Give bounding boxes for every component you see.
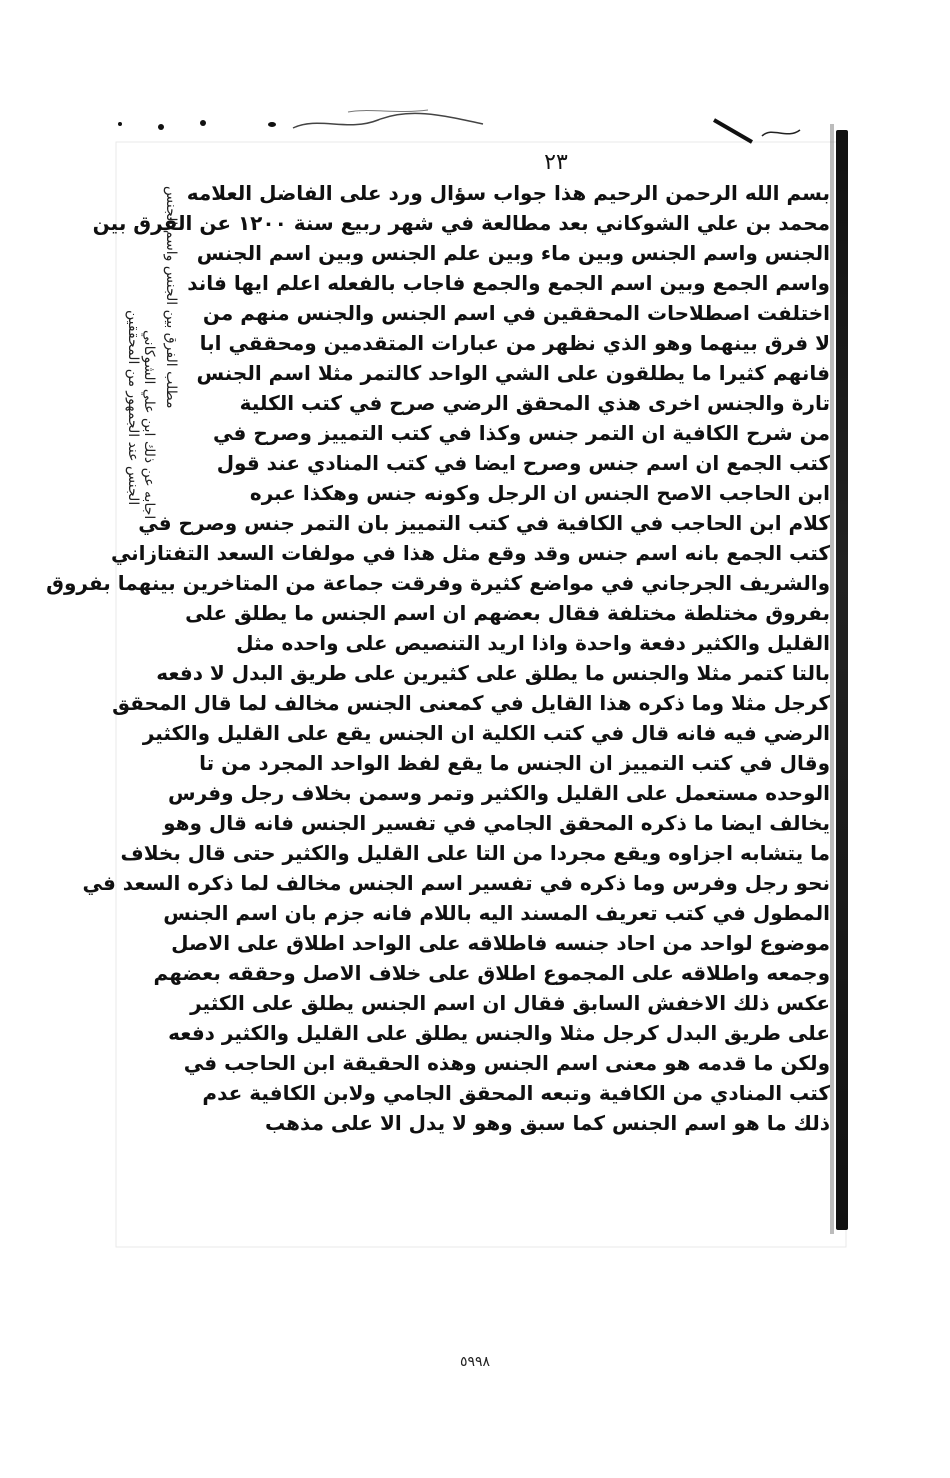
manuscript-line: لا فرق بينهما وهو الذي نظهر من عبارات المتقدمين ومحققي ابا — [199, 331, 830, 355]
manuscript-line: فانهم كثيرا ما يطلقون على الشي الواحد كالتمر مثلا اسم الجنس — [196, 361, 830, 385]
manuscript-line: الرضي فيه فانه قال في كتب الكلية ان الجنس يقع على القليل والكثير — [142, 721, 830, 745]
manuscript-line: القليل والكثير دفعة واحدة واذا اريد التنصيص على واحده مثل — [236, 631, 830, 655]
manuscript-body — [46, 178, 830, 1228]
manuscript-line: المطول في كتب تعريف المسند اليه باللام فانه جزم بان اسم الجنس — [163, 901, 830, 925]
manuscript-line: كتب المنادي من الكافية وتبعه المحقق الجامي ولابن الكافية عدم — [202, 1081, 830, 1105]
manuscript-line: الوحده مستعمل على القليل والكثير وتمر وسمن بخلاف رجل وفرس — [168, 781, 830, 805]
manuscript-line: والشريف الجرجاني في مواضع كثيرة وفرقت جماعة من المتاخرين بينهما بفروق — [46, 571, 830, 595]
manuscript-line: الجنس واسم الجنس وبين ماء وبين علم الجنس وبين اسم الجنس — [196, 241, 830, 265]
manuscript-line: ولكن ما قدمه هو معنى اسم الجنس وهذه الحقيقة ابن الحاجب في — [183, 1051, 830, 1075]
manuscript-line: بسم الله الرحمن الرحيم هذا جواب سؤال ورد على الفاضل العلامه — [186, 181, 830, 205]
manuscript-line: تارة والجنس اخرى هذي المحقق الرضي صرح في كتب الكلية — [239, 391, 830, 415]
page-binding-edge — [836, 130, 848, 1230]
top-scribble-mark — [288, 106, 488, 136]
manuscript-line: بالتا كتمر مثلا والجنس ما يطلق على كثيرين على طريق البدل لا دفعه — [156, 661, 830, 685]
manuscript-line: وقال في كتب التمييز ان الجنس ما يقع لفظ الواحد المجرد من تا — [199, 751, 830, 775]
manuscript-line: محمد بن علي الشوكاني بعد مطالعة في شهر ربيع سنة ١٢٠٠ عن الفرق بين — [92, 211, 830, 235]
manuscript-line: عكس ذلك الاخفش السابق فقال ان اسم الجنس يطلق على الكثير — [190, 991, 830, 1015]
manuscript-line: موضوع لواحد من احاد جنسه فاطلاقه على الواحد اطلاق على الاصل — [171, 931, 830, 955]
margin-note-1: مطلب الفرق بين الجنس واسم الجنس — [163, 186, 179, 409]
manuscript-line: واسم الجمع وبين اسم الجمع والجمع فاجاب بالفعله اعلم ايها فاند — [187, 271, 830, 295]
folio-number: ٢٣ — [544, 150, 568, 175]
manuscript-line: وجمعه واطلاقه على المجموع اطلاق على خلاف الاصل وحققه بعضهم — [153, 961, 830, 985]
page-number: ٥٩٩٨ — [459, 1354, 491, 1370]
corner-ink-stroke — [712, 116, 802, 146]
manuscript-line: على طريق البدل كرجل مثلا والجنس يطلق على القليل والكثير دفعه — [168, 1021, 830, 1045]
manuscript-line: بفروق مختلطة مختلفة فقال بعضهم ان اسم الجنس ما يطلق على — [185, 601, 830, 625]
manuscript-line: كتب الجمع ان اسم جنس وصرح ايضا في كتب المنادي عند قول — [216, 451, 830, 475]
manuscript-line: ما يتشابه اجزاوه ويقع مجردا من التا على القليل والكثير حتى قال بخلاف — [120, 841, 830, 865]
manuscript-line: ابن الحاجب الاصح الجنس ان الرجل وكونه جنس وهكذا عبره — [249, 481, 830, 505]
manuscript-line: يخالف ايضا ما ذكره المحقق الجامي في تفسير الجنس فانه قال وهو — [163, 811, 830, 835]
manuscript-line: كلام ابن الحاجب في الكافية في كتب التمييز بان التمر جنس وصرح في — [138, 511, 830, 535]
margin-note-3: الجنس عند الجمهور من المحققين — [125, 310, 141, 506]
manuscript-line: كرجل مثلا وما ذكره هذا القايل في كمعنى الجنس مخالف لما قال المحقق — [112, 691, 830, 715]
manuscript-line: من شرح الكافية ان التمر جنس وكذا في كتب التمييز وصرح في — [213, 421, 830, 445]
margin-note-2: اجابه عن ذلك ابن علي الشوكاني — [141, 330, 157, 520]
manuscript-line: نحو رجل وفرس وما ذكره في تفسير اسم الجنس مخالف لما ذكره السعد في — [82, 871, 830, 895]
manuscript-line: اختلفت اصطلاحات المحققين في اسم الجنس والجنس منهم من — [202, 301, 830, 325]
manuscript-line: كتب الجمع بانه اسم جنس وقد وقع مثل هذا في مولفات السعد التفتازاني — [110, 541, 830, 565]
manuscript-line: ذلك ما هو اسم الجنس كما سبق وهو لا يدل الا على مذهب — [264, 1111, 830, 1135]
binding-shadow — [830, 124, 834, 1234]
